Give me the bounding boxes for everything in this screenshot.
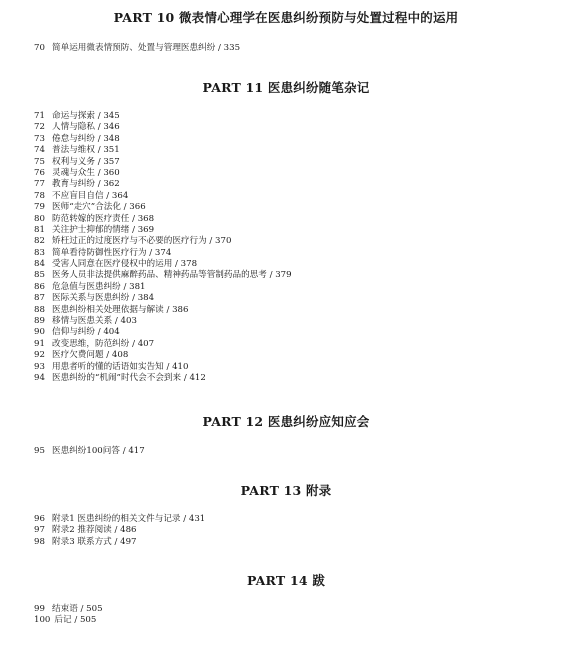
entry-number: 86 <box>34 281 45 292</box>
toc-entry-75[interactable] <box>34 157 292 168</box>
entry-text: 附录3 联系方式 / 497 <box>52 536 137 547</box>
entry-text: 医务人员非法提供麻醉药品、精神药品等管制药品的思考 / 379 <box>52 270 292 281</box>
toc-entry-94[interactable] <box>34 373 292 384</box>
toc-entry-86[interactable] <box>34 282 292 293</box>
entry-number: 91 <box>34 338 45 349</box>
entry-text: 医疗欠费问题 / 408 <box>52 350 129 361</box>
toc-entry-97[interactable] <box>34 525 205 536</box>
toc-entry-76[interactable] <box>34 168 292 179</box>
part-14-entries <box>34 604 103 627</box>
entry-number: 74 <box>34 145 45 156</box>
toc-entry-70[interactable] <box>34 43 240 54</box>
entry-text: 附录2 推荐阅读 / 486 <box>52 525 137 536</box>
entry-text: 灵魂与众生 / 360 <box>52 167 120 178</box>
entry-number: 75 <box>34 156 45 167</box>
entry-text: 附录1 医患纠纷的相关文件与记录 / 431 <box>52 514 206 524</box>
entry-number: 87 <box>34 293 45 304</box>
entry-text: 医师“走穴”合法化 / 366 <box>52 202 146 213</box>
entry-text: 医际关系与医患纠纷 / 384 <box>52 293 155 304</box>
toc-entry-92[interactable] <box>34 350 292 361</box>
entry-number: 76 <box>34 167 45 178</box>
entry-number: 83 <box>34 247 45 258</box>
entry-text: 防范转嫁的医疗责任 / 368 <box>52 213 155 224</box>
entry-text: 改变思维，防范纠纷 / 407 <box>52 338 155 349</box>
toc-entry-72[interactable] <box>34 122 292 133</box>
entry-number: 96 <box>34 514 45 524</box>
entry-text: 受害人同意在医疗侵权中的运用 / 378 <box>52 259 198 270</box>
part-12-entries <box>34 446 145 457</box>
toc-entry-88[interactable] <box>34 305 292 316</box>
entry-number: 95 <box>34 446 45 456</box>
toc-entry-95[interactable] <box>34 446 145 457</box>
entry-number: 99 <box>34 604 45 614</box>
toc-entry-74[interactable] <box>34 145 292 156</box>
entry-text: 倦怠与纠纷 / 348 <box>52 133 120 144</box>
entry-number: 89 <box>34 316 45 327</box>
toc-entry-79[interactable] <box>34 202 292 213</box>
entry-text: 普法与维权 / 351 <box>52 145 120 156</box>
entry-text: 简单看待防御性医疗行为 / 374 <box>52 247 172 258</box>
entry-number: 88 <box>34 304 45 315</box>
entry-text: 结束语 / 505 <box>52 604 103 614</box>
toc-entry-77[interactable] <box>34 179 292 190</box>
entry-text: 移情与医患关系 / 403 <box>52 316 137 327</box>
entry-text: 简单运用微表情预防、处置与管理医患纠纷 / 335 <box>52 43 241 53</box>
toc-entry-80[interactable] <box>34 214 292 225</box>
toc-entry-81[interactable] <box>34 225 292 236</box>
toc-entry-87[interactable] <box>34 293 292 304</box>
entry-text: 关注护士抑郁的情绪 / 369 <box>52 224 155 235</box>
entry-text: 人情与隐私 / 346 <box>52 122 120 133</box>
toc-entry-78[interactable] <box>34 191 292 202</box>
entry-text: 教育与纠纷 / 362 <box>52 179 120 190</box>
toc-entry-96[interactable] <box>34 514 205 525</box>
toc-entry-82[interactable] <box>34 236 292 247</box>
entry-number: 93 <box>34 361 45 372</box>
toc-entry-100[interactable] <box>34 615 103 626</box>
part-10-entries <box>34 43 240 54</box>
part-11-entries <box>34 111 292 384</box>
toc-entry-84[interactable] <box>34 259 292 270</box>
entry-number: 85 <box>34 270 45 281</box>
toc-entry-73[interactable] <box>34 134 292 145</box>
entry-number: 97 <box>34 525 45 536</box>
toc-entry-83[interactable] <box>34 248 292 259</box>
entry-number: 82 <box>34 236 45 247</box>
entry-text: 后记 / 505 <box>54 615 97 626</box>
entry-text: 危急值与医患纠纷 / 381 <box>52 281 146 292</box>
entry-text: 权利与义务 / 357 <box>52 156 120 167</box>
entry-text: 矫枉过正的过度医疗与不必要的医疗行为 / 370 <box>52 236 232 247</box>
toc-entry-98[interactable] <box>34 537 205 548</box>
entry-number: 71 <box>34 111 45 121</box>
entry-number: 84 <box>34 259 45 270</box>
toc-entry-90[interactable] <box>34 327 292 338</box>
entry-number: 73 <box>34 133 45 144</box>
entry-text: 命运与探索 / 345 <box>52 111 120 121</box>
entry-text: 医患纠纷相关处理依据与解读 / 386 <box>52 304 189 315</box>
entry-number: 81 <box>34 224 45 235</box>
entry-number: 90 <box>34 327 45 338</box>
toc-entry-85[interactable] <box>34 270 292 281</box>
entry-text: 不应盲目自信 / 364 <box>52 190 129 201</box>
entry-text: 医患纠纷100问答 / 417 <box>52 446 145 456</box>
entry-number: 94 <box>34 372 45 383</box>
entry-text: 医患纠纷的“机闹”时代会不会到来 / 412 <box>52 372 206 383</box>
entry-number: 98 <box>34 536 45 547</box>
part-14-title: PART 14 跋 <box>246 573 326 588</box>
part-11-title: PART 11 医患纠纷随笔杂记 <box>202 80 370 95</box>
part-12-title: PART 12 医患纠纷应知应会 <box>202 414 370 429</box>
part-10-title: PART 10 微表情心理学在医患纠纷预防与处置过程中的运用 <box>113 10 459 25</box>
toc-entry-89[interactable] <box>34 316 292 327</box>
part-13-title: PART 13 附录 <box>240 483 332 498</box>
entry-number: 79 <box>34 202 45 213</box>
entry-number: 92 <box>34 350 45 361</box>
toc-entry-71[interactable] <box>34 111 292 122</box>
toc-entry-99[interactable] <box>34 604 103 615</box>
entry-number: 70 <box>34 43 45 53</box>
entry-number: 72 <box>34 122 45 133</box>
toc-entry-93[interactable] <box>34 362 292 373</box>
part-13-entries <box>34 514 205 548</box>
entry-number: 77 <box>34 179 45 190</box>
entry-text: 信仰与纠纷 / 404 <box>52 327 120 338</box>
entry-number: 100 <box>34 615 51 626</box>
entry-number: 80 <box>34 213 45 224</box>
entry-number: 78 <box>34 190 45 201</box>
entry-text: 用患者听的懂的话语如实告知 / 410 <box>52 361 189 372</box>
toc-entry-91[interactable] <box>34 339 292 350</box>
